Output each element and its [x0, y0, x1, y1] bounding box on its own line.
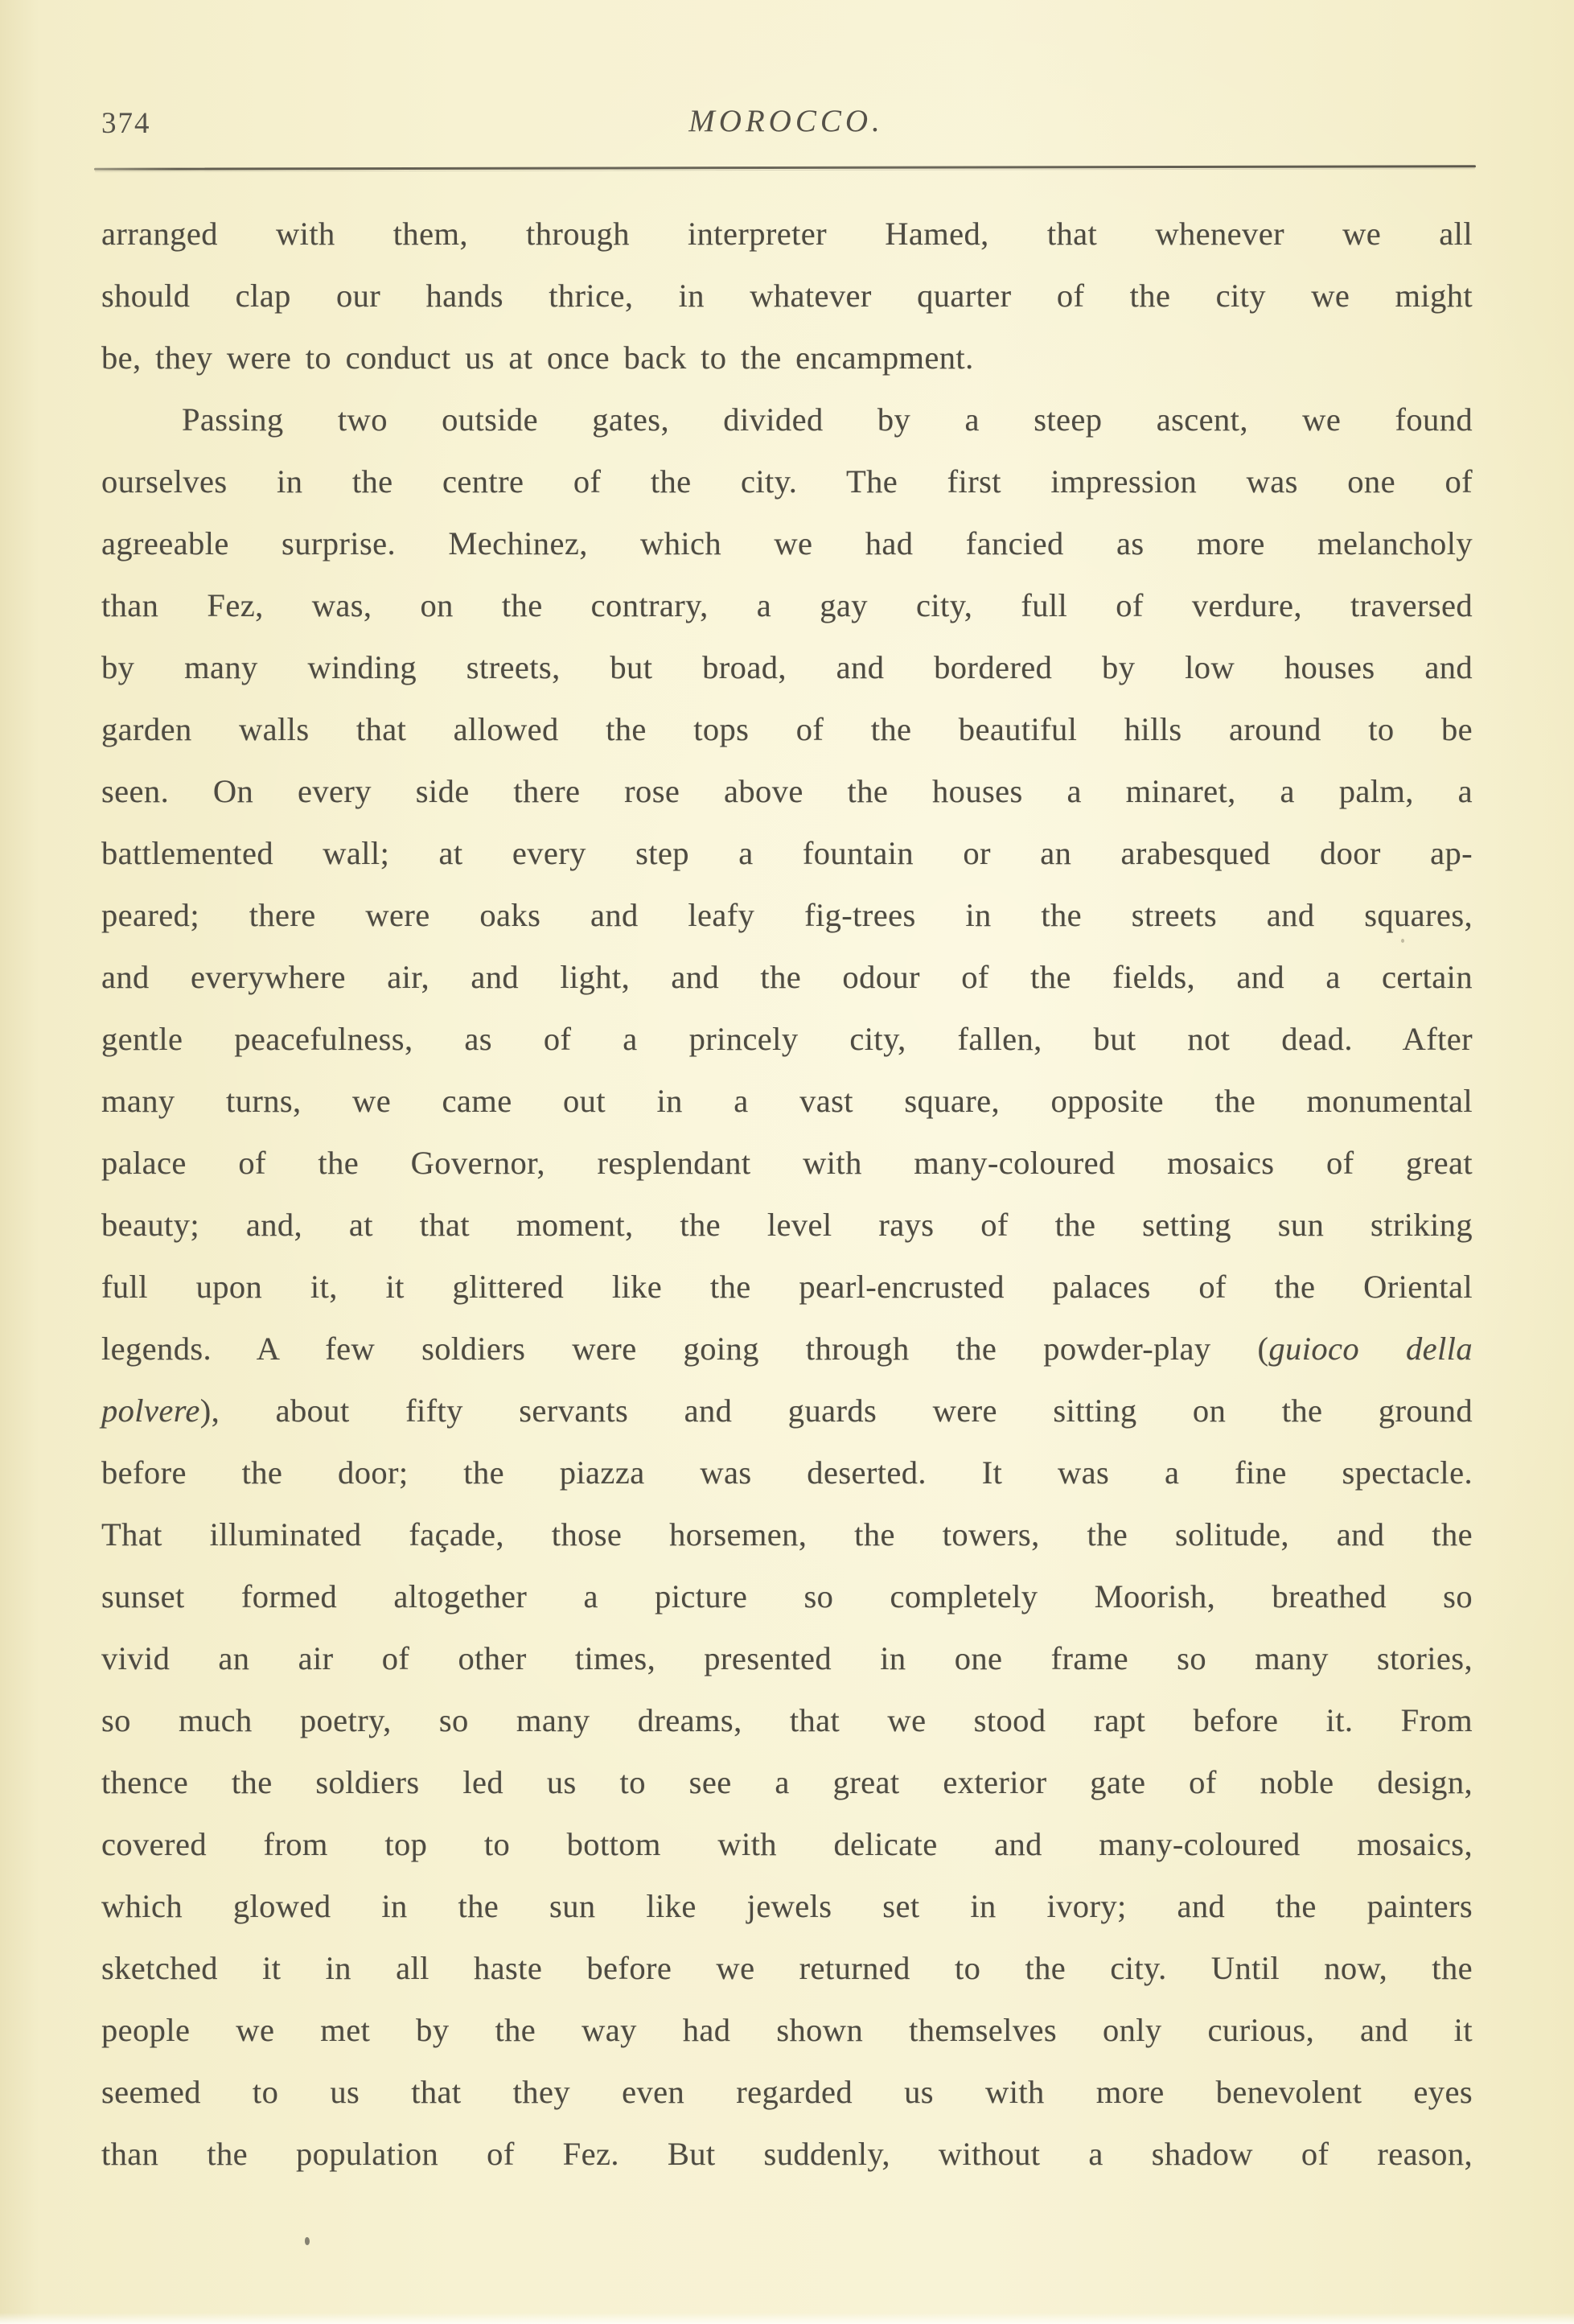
text-run: Passing two outside gates, divided by a steep ascent, we found	[182, 401, 1473, 438]
text-line	[101, 450, 1473, 512]
text-run: and everywhere air, and light, and the odour of the fields, and a certain	[101, 959, 1473, 995]
text-run: many turns, we came out in a vast square, opposite the monumental	[101, 1083, 1473, 1119]
text-line	[101, 2123, 1473, 2185]
text-run: full upon it, it glittered like the pearl-encrusted palaces of the Oriental	[101, 1269, 1473, 1305]
text-line	[101, 884, 1473, 946]
text-line	[101, 1194, 1473, 1256]
text-line	[101, 1318, 1473, 1380]
text-run: by many winding streets, but broad, and bordered by low houses and	[101, 649, 1473, 685]
text-run: agreeable surprise. Mechinez, which we had fancied as more melancholy	[101, 525, 1473, 561]
text-line	[101, 1008, 1473, 1070]
text-line	[101, 698, 1473, 760]
page-edge	[0, 2313, 1574, 2324]
text-line	[101, 1627, 1473, 1689]
text-line	[101, 389, 1473, 450]
text-run: than Fez, was, on the contrary, a gay city, full of verdure, traversed	[101, 587, 1473, 623]
text-run: than the population of Fez. But suddenly, without a shadow of reason,	[101, 2136, 1473, 2172]
italic-run: polvere	[101, 1392, 200, 1429]
text-run: vivid an air of other times, presented in one frame so many stories,	[101, 1640, 1473, 1676]
text-block	[101, 203, 1473, 2185]
text-line	[101, 1689, 1473, 1751]
text-line	[101, 265, 1473, 327]
header-rule	[94, 165, 1476, 171]
page-number: 374	[101, 107, 151, 140]
text-line	[101, 822, 1473, 884]
text-line	[101, 946, 1473, 1008]
text-line	[101, 1256, 1473, 1318]
text-line	[101, 1442, 1473, 1503]
running-title: MOROCCO.	[688, 104, 884, 138]
text-run: That illuminated façade, those horsemen, the towers, the solitude, and the	[101, 1516, 1473, 1553]
ink-speck	[1401, 939, 1404, 943]
text-run: seemed to us that they even regarded us with more benevolent eyes	[101, 2074, 1473, 2110]
text-run: so much poetry, so many dreams, that we stood rapt before it. From	[101, 1702, 1473, 1738]
text-line	[101, 760, 1473, 822]
text-line	[101, 1380, 1473, 1442]
text-run: before the door; the piazza was deserted. It was a fine spectacle.	[101, 1454, 1473, 1491]
text-run: thence the soldiers led us to see a great exterior gate of noble design,	[101, 1764, 1473, 1800]
text-run: arranged with them, through interpreter Hamed, that whenever we all	[101, 216, 1473, 252]
text-line	[101, 327, 1473, 389]
text-run: garden walls that allowed the tops of the beautiful hills around to be	[101, 711, 1473, 747]
text-run: covered from top to bottom with delicate and many-coloured mosaics,	[101, 1826, 1473, 1862]
text-run: sunset formed altogether a picture so completely Moorish, breathed so	[101, 1578, 1473, 1614]
ink-speck	[305, 2237, 310, 2245]
text-run: ), about fifty servants and guards were sitting on the ground	[199, 1392, 1473, 1429]
text-line	[101, 636, 1473, 698]
text-run: peared; there were oaks and leafy fig-trees in the streets and squares,	[101, 897, 1473, 933]
text-run: should clap our hands thrice, in whatever quarter of the city we might	[101, 278, 1473, 314]
running-header	[100, 101, 1473, 143]
text-line	[101, 203, 1473, 265]
text-run: palace of the Governor, resplendant with many-coloured mosaics of great	[101, 1145, 1473, 1181]
text-run: battlemented wall; at every step a fountain or an arabesqued door ap-	[101, 835, 1473, 871]
text-line	[101, 1813, 1473, 1875]
text-line	[101, 512, 1473, 574]
text-run: beauty; and, at that moment, the level rays of the setting sun striking	[101, 1207, 1473, 1243]
text-run: which glowed in the sun like jewels set in ivory; and the painters	[101, 1888, 1473, 1924]
text-line	[101, 574, 1473, 636]
text-run: ourselves in the centre of the city. The first impression was one of	[101, 463, 1473, 500]
text-line	[101, 1132, 1473, 1194]
text-line	[101, 1503, 1473, 1565]
text-run: sketched it in all haste before we returned to the city. Until now, the	[101, 1950, 1473, 1986]
text-line	[101, 1565, 1473, 1627]
text-line	[101, 1751, 1473, 1813]
text-run: people we met by the way had shown themselves only curious, and it	[101, 2012, 1473, 2048]
text-line	[101, 1999, 1473, 2061]
text-run: be, they were to conduct us at once back to the encampment.	[101, 339, 974, 376]
text-run: seen. On every side there rose above the houses a minaret, a palm, a	[101, 773, 1473, 809]
text-run: legends. A few soldiers were going through the powder-play (	[101, 1331, 1269, 1367]
text-line	[101, 2061, 1473, 2123]
italic-run: guioco della	[1268, 1331, 1473, 1367]
text-line	[101, 1937, 1473, 1999]
text-line	[101, 1070, 1473, 1132]
text-run: gentle peacefulness, as of a princely city, fallen, but not dead. After	[101, 1021, 1473, 1057]
text-line	[101, 1875, 1473, 1937]
